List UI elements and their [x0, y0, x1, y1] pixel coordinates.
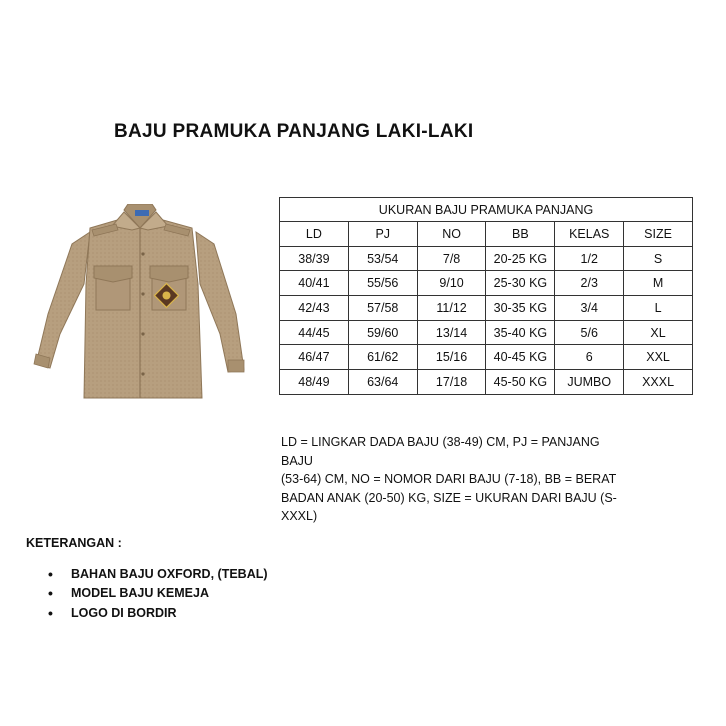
- bullet-icon: •: [48, 585, 53, 602]
- column-header: PJ: [348, 222, 417, 247]
- table-cell: L: [624, 296, 693, 321]
- table-row: [280, 320, 693, 345]
- table-cell: 25-30 KG: [486, 271, 555, 296]
- table-cell: 61/62: [348, 345, 417, 370]
- table-cell: 59/60: [348, 320, 417, 345]
- legend-line: XXXL): [281, 509, 318, 523]
- table-cell: 20-25 KG: [486, 246, 555, 271]
- table-header-row: [280, 222, 693, 247]
- table-cell: 11/12: [417, 296, 486, 321]
- table-cell: 17/18: [417, 370, 486, 395]
- table-cell: M: [624, 271, 693, 296]
- table-cell: 63/64: [348, 370, 417, 395]
- table-cell: 15/16: [417, 345, 486, 370]
- list-item: [48, 584, 268, 604]
- list-item: [48, 603, 268, 623]
- table-cell: 40-45 KG: [486, 345, 555, 370]
- table-cell: 6: [555, 345, 624, 370]
- bullet-icon: •: [48, 604, 53, 621]
- table-cell: XL: [624, 320, 693, 345]
- list-item-label: BAHAN BAJU OXFORD, (TEBAL): [71, 566, 268, 581]
- legend-line: (53-64) CM, NO = NOMOR DARI BAJU (7-18), BB = BERAT: [281, 472, 617, 486]
- table-row: [280, 271, 693, 296]
- table-cell: 7/8: [417, 246, 486, 271]
- table-caption: UKURAN BAJU PRAMUKA PANJANG: [280, 198, 693, 222]
- table-row: [280, 246, 693, 271]
- column-header: KELAS: [555, 222, 624, 247]
- legend-line: BADAN ANAK (20-50) KG, SIZE = UKURAN DARI BAJU (S-: [281, 490, 617, 505]
- legend-line: LD = LINGKAR DADA BAJU (38-49) CM, PJ = PANJANG BAJU: [281, 435, 600, 468]
- table-cell: 13/14: [417, 320, 486, 345]
- keterangan-list: [48, 564, 268, 623]
- page-title: BAJU PRAMUKA PANJANG LAKI-LAKI: [114, 121, 474, 142]
- list-item: [48, 564, 268, 584]
- column-header: NO: [417, 222, 486, 247]
- shirt-image: [32, 204, 248, 404]
- table-cell: S: [624, 246, 693, 271]
- table-cell: 53/54: [348, 246, 417, 271]
- table-cell: 55/56: [348, 271, 417, 296]
- bullet-icon: •: [48, 565, 53, 582]
- table-cell: 30-35 KG: [486, 296, 555, 321]
- table-row: [280, 296, 693, 321]
- list-item-label: MODEL BAJU KEMEJA: [71, 586, 209, 601]
- table-cell: 45-50 KG: [486, 370, 555, 395]
- table-row: [280, 370, 693, 395]
- table-cell: 46/47: [280, 345, 349, 370]
- column-header: SIZE: [624, 222, 693, 247]
- table-cell: 1/2: [555, 246, 624, 271]
- list-item-label: LOGO DI BORDIR: [71, 605, 177, 620]
- table-cell: 40/41: [280, 271, 349, 296]
- size-legend: [281, 433, 626, 526]
- table-cell: 2/3: [555, 271, 624, 296]
- table-cell: 44/45: [280, 320, 349, 345]
- table-cell: 42/43: [280, 296, 349, 321]
- size-table: [279, 197, 693, 395]
- column-header: LD: [280, 222, 349, 247]
- table-cell: 38/39: [280, 246, 349, 271]
- table-cell: 48/49: [280, 370, 349, 395]
- table-caption-row: [280, 198, 693, 222]
- table-cell: 5/6: [555, 320, 624, 345]
- table-cell: XXL: [624, 345, 693, 370]
- table-cell: 3/4: [555, 296, 624, 321]
- table-row: [280, 345, 693, 370]
- table-cell: 9/10: [417, 271, 486, 296]
- table-cell: XXXL: [624, 370, 693, 395]
- keterangan-heading: KETERANGAN :: [26, 536, 122, 550]
- table-cell: 35-40 KG: [486, 320, 555, 345]
- column-header: BB: [486, 222, 555, 247]
- table-cell: 57/58: [348, 296, 417, 321]
- table-cell: JUMBO: [555, 370, 624, 395]
